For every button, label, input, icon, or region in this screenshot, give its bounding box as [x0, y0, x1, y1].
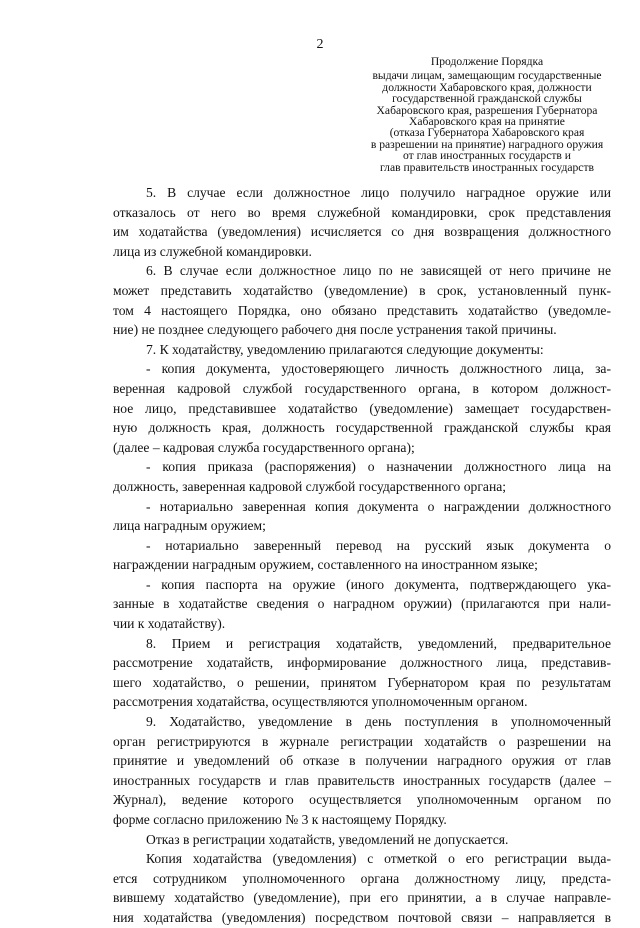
text-line: 9. Ходатайство, уведомление в день поступления в уполномоченный: [146, 714, 611, 730]
text-line: орган регистрируются в журнале регистрации ходатайств о разрешении на: [113, 733, 611, 749]
text-line: 5. В случае если должностное лицо получило наградное оружие или: [146, 185, 611, 200]
text-line: иностранных государств и глав правительств иностранных государств (далее –: [113, 772, 611, 788]
text-line: рассмотрение ходатайств, информирование должностного лица, представив-: [113, 655, 611, 671]
text-line: может представить ходатайство (уведомление) в срок, установленный пунк-: [113, 282, 611, 298]
list-item-weapon-passport: [113, 575, 611, 634]
header-line: выдачи лицам, замещающим государственные: [372, 69, 602, 83]
text-line: - копия паспорта на оружие (иного документа, подтверждающего ука-: [146, 576, 611, 592]
text-line: том 4 настоящего Порядка, оно обязано представить ходатайство (уведомле-: [113, 302, 611, 318]
text-line: ния ходатайства (уведомления) посредством почтовой связи – направляется в: [113, 909, 611, 925]
list-item-award-document: [113, 497, 611, 536]
continuation-header: [352, 56, 622, 173]
header-line: Хабаровского края на принятие: [409, 115, 565, 129]
text-line: отказалось от него во время служебной командировки, срок представления: [113, 204, 611, 220]
text-line: вившему ходатайство (уведомление), при его принятии, а в случае направле-: [113, 890, 611, 906]
paragraph-7: [113, 340, 611, 360]
text-line: (далее – кадровая служба государственного органа);: [113, 439, 415, 455]
paragraph-5: [113, 183, 611, 261]
paragraph-refusal: [113, 830, 611, 850]
text-line: - нотариально заверенная копия документа о награждении должностного: [146, 498, 611, 514]
paragraph-6: [113, 261, 611, 339]
text-line: Отказ в регистрации ходатайств, уведомлений не допускается.: [146, 831, 509, 847]
text-line: 8. Прием и регистрация ходатайств, уведомлений, предварительное: [146, 635, 611, 651]
text-line: лица наградным оружием;: [113, 518, 266, 534]
text-line: ется сотрудником уполномоченного органа должностному лицу, предста-: [113, 870, 611, 886]
text-line: принятие и уведомлений об отказе в получении наградного оружия от глав: [113, 753, 611, 769]
paragraph-copy: [113, 849, 611, 927]
text-line: ние) не позднее следующего рабочего дня после устранения такой причины.: [113, 322, 557, 338]
text-line: награждении наградным оружием, составленного на иностранном языке;: [113, 557, 538, 573]
paragraph-9: [113, 712, 611, 830]
paragraph-8: [113, 634, 611, 712]
list-item-appointment-order: [113, 457, 611, 496]
header-title: Продолжение Порядка: [430, 55, 544, 68]
document-body: [113, 183, 611, 928]
text-line: занные в ходатайстве сведения о наградном оружии) (прилагаются при нали-: [113, 596, 611, 612]
header-line: глав правительств иностранных государств: [380, 160, 594, 174]
text-line: 6. В случае если должностное лицо по не зависящей от него причине не: [146, 263, 611, 279]
header-line: от глав иностранных государств и: [402, 149, 571, 163]
text-line: 7. К ходатайству, уведомлению прилагаются следующие документы:: [146, 341, 544, 357]
text-line: - нотариально заверенный перевод на русский язык документа о: [146, 537, 611, 553]
text-line: рассмотрения ходатайства, осуществляются уполномоченным органом.: [113, 694, 528, 710]
text-line: им ходатайства (уведомления) исчисляется со дня возвращения должностного: [113, 224, 611, 240]
text-line: Копия ходатайства (уведомления) с отметкой о его регистрации выда-: [146, 851, 611, 867]
page-number: 2: [316, 37, 324, 52]
text-line: чии к ходатайству).: [113, 616, 226, 632]
text-line: лица из служебной командировки.: [113, 243, 312, 259]
header-line: государственной гражданской службы: [392, 92, 582, 106]
header-line: в разрешении на принятие) наградного оружия: [370, 137, 604, 151]
text-line: веренная кадровой службой государственного органа, в котором должност-: [113, 380, 611, 396]
text-line: - копия документа, удостоверяющего личность должностного лица, за-: [146, 361, 611, 377]
header-line: Хабаровского края, разрешения Губернатора: [376, 103, 598, 117]
list-item-translation: [113, 536, 611, 575]
header-line: должности Хабаровского края, должности: [382, 80, 592, 94]
text-line: ную должность края, должность государственной гражданской службы края: [113, 420, 611, 436]
header-line: (отказа Губернатора Хабаровского края: [389, 126, 585, 140]
text-line: форме согласно приложению № 3 к настоящему Порядку.: [113, 812, 447, 827]
text-line: ное лицо, представившее ходатайство (уведомление) замещает государствен-: [113, 400, 611, 416]
text-line: - копия приказа (распоряжения) о назначении должностного лица на: [146, 459, 611, 475]
list-item-identity-document: [113, 359, 611, 457]
text-line: шего ходатайство, о решении, принятом Губернатором края по результатам: [113, 674, 611, 690]
text-line: должность, заверенная кадровой службой государственного органа;: [113, 478, 507, 494]
text-line: Журнал), ведение которого осуществляется уполномоченным органом по: [113, 792, 611, 808]
